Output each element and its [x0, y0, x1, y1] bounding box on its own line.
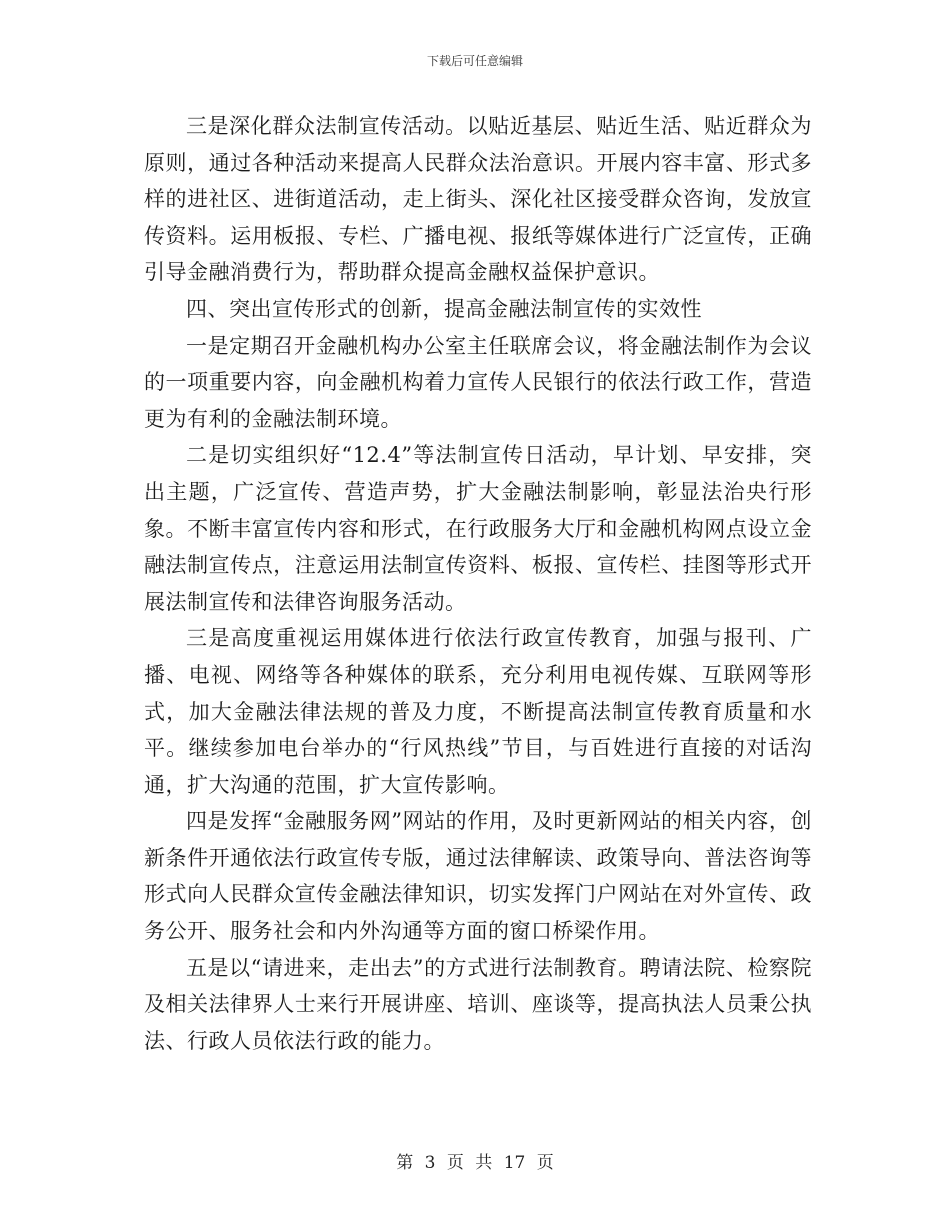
paragraph-legal-day: 二是切实组织好“12.4”等法制宣传日活动，早计划、早安排，突出主题，广泛宣传、营造声势，扩大金融法制影响，彰显法治央行形象。不断丰富宣传内容和形式，在行政服务大厅和金融机构网点设立金融法制宣传点，注意运用法制宣传资料、板报、宣传栏、挂图等形式开展法制宣传和法律咨询服务活动。: [144, 443, 812, 614]
document-body: [144, 108, 812, 1059]
paragraph-mass-publicity: 三是深化群众法制宣传活动。以贴近基层、贴近生活、贴近群众为原则，通过各种活动来提高人民群众法治意识。开展内容丰富、形式多样的进社区、进街道活动，走上街头、深化社区接受群众咨询，发放宣传资料。运用板报、专栏、广播电视、报纸等媒体进行广泛宣传，正确引导金融消费行为，帮助群众提高金融权益保护意识。: [144, 114, 812, 285]
paragraph-education: 五是以“请进来，走出去”的方式进行法制教育。聘请法院、检察院及相关法律界人士来行开展讲座、培训、座谈等，提高执法人员秉公执法、行政人员依法行政的能力。: [144, 955, 812, 1053]
section-heading-four: 四、突出宣传形式的创新，提高金融法制宣传的实效性: [186, 296, 702, 321]
page-number: 第 3 页 共 17 页: [396, 1153, 554, 1173]
paragraph-media: 三是高度重视运用媒体进行依法行政宣传教育，加强与报刊、广播、电视、网络等各种媒体的联系，充分利用电视传媒、互联网等形式，加大金融法律法规的普及力度，不断提高法制宣传教育质量和水平。继续参加电台举办的“行风热线”节目，与百姓进行直接的对话沟通，扩大沟通的范围，扩大宣传影响。: [144, 626, 812, 797]
page-header-note: 下载后可任意编辑: [426, 54, 523, 68]
paragraph-joint-meeting: 一是定期召开金融机构办公室主任联席会议，将金融法制作为会议的一项重要内容，向金融机构着力宣传人民银行的依法行政工作，营造更为有利的金融法制环境。: [144, 333, 812, 431]
paragraph-website: 四是发挥“金融服务网”网站的作用，及时更新网站的相关内容，创新条件开通依法行政宣传专版，通过法律解读、政策导向、普法咨询等形式向人民群众宣传金融法律知识，切实发挥门户网站在对外宣传、政务公开、服务社会和内外沟通等方面的窗口桥梁作用。: [144, 809, 812, 944]
